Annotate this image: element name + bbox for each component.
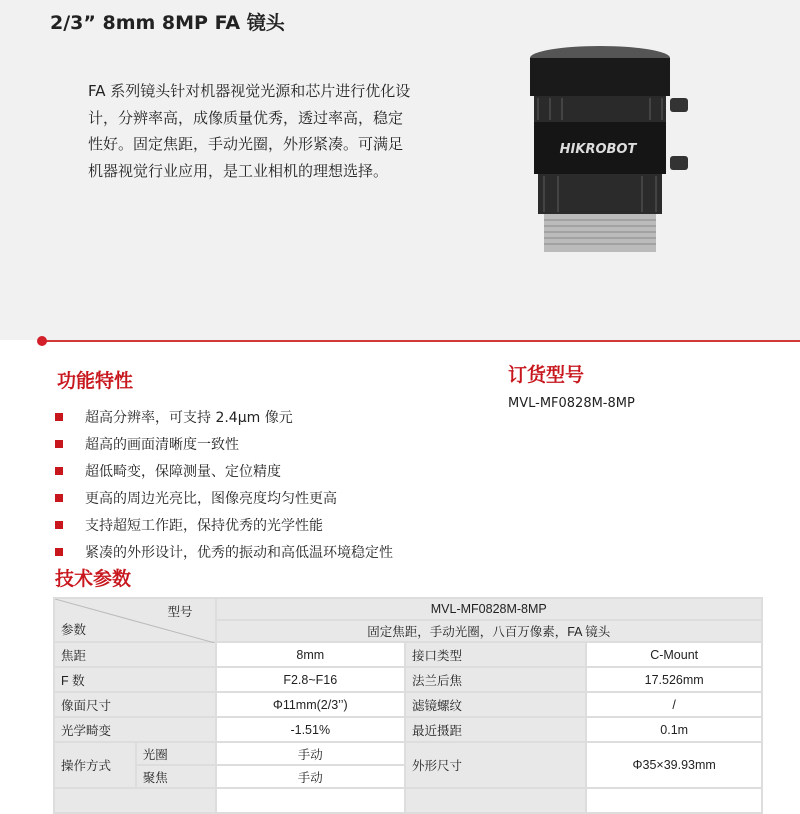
divider-dot — [37, 336, 47, 346]
bullet-icon — [55, 440, 63, 448]
page-title: 2/3” 8mm 8MP FA 镜头 — [50, 12, 285, 34]
list-item: 超高分辨率，可支持 2.4μm 像元 — [55, 403, 393, 430]
summary-cell: 固定焦距，手动光圈，八百万像素，FA 镜头 — [216, 620, 763, 642]
table-row: 像面尺寸 Φ11mm(2/3’’) 滤镜螺纹 / — [54, 692, 762, 717]
list-item: 超高的画面清晰度一致性 — [55, 430, 393, 457]
product-description: FA 系列镜头针对机器视觉光源和芯片进行优化设计，分辨率高，成像质量优秀，透过率高，稳定性好。固定焦距，手动光圈，外形紧凑。可满足机器视觉行业应用，是工业相机的理想选择。 — [88, 82, 411, 180]
list-item: 超低畸变，保障测量、定位精度 — [55, 457, 393, 484]
order-heading: 订货型号 — [508, 364, 585, 386]
bullet-icon — [55, 521, 63, 529]
bullet-icon — [55, 467, 63, 475]
section-divider — [42, 340, 800, 342]
order-model: MVL-MF0828M-8MP — [508, 396, 635, 411]
table-row: 光学畸变 -1.51% 最近摄距 0.1m — [54, 717, 762, 742]
features-heading: 功能特性 — [57, 370, 134, 392]
corner-cell: 型号 参数 — [54, 598, 216, 642]
table-row: 焦距 8mm 接口类型 C-Mount — [54, 642, 762, 667]
table-row: F 数 F2.8~F16 法兰后焦 17.526mm — [54, 667, 762, 692]
specs-table — [53, 597, 763, 814]
table-row: 聚焦 手动 — [54, 765, 762, 788]
bullet-icon — [55, 494, 63, 502]
bullet-icon — [55, 548, 63, 556]
list-item: 紧凑的外形设计，优秀的振动和高低温环境稳定性 — [55, 538, 393, 565]
specs-heading: 技术参数 — [55, 568, 132, 590]
list-item: 更高的周边光亮比，图像亮度均匀性更高 — [55, 484, 393, 511]
table-row: 操作方式 光圈 手动 外形尺寸 Φ35×39.93mm — [54, 742, 762, 765]
list-item: 支持超短工作距，保持优秀的光学性能 — [55, 511, 393, 538]
bullet-icon — [55, 413, 63, 421]
table-row-cut — [54, 788, 762, 813]
brand-logo: HIKROBOT — [559, 142, 637, 157]
model-cell: MVL-MF0828M-8MP — [216, 598, 763, 620]
lens-product-image — [520, 40, 695, 260]
features-list — [55, 403, 393, 565]
